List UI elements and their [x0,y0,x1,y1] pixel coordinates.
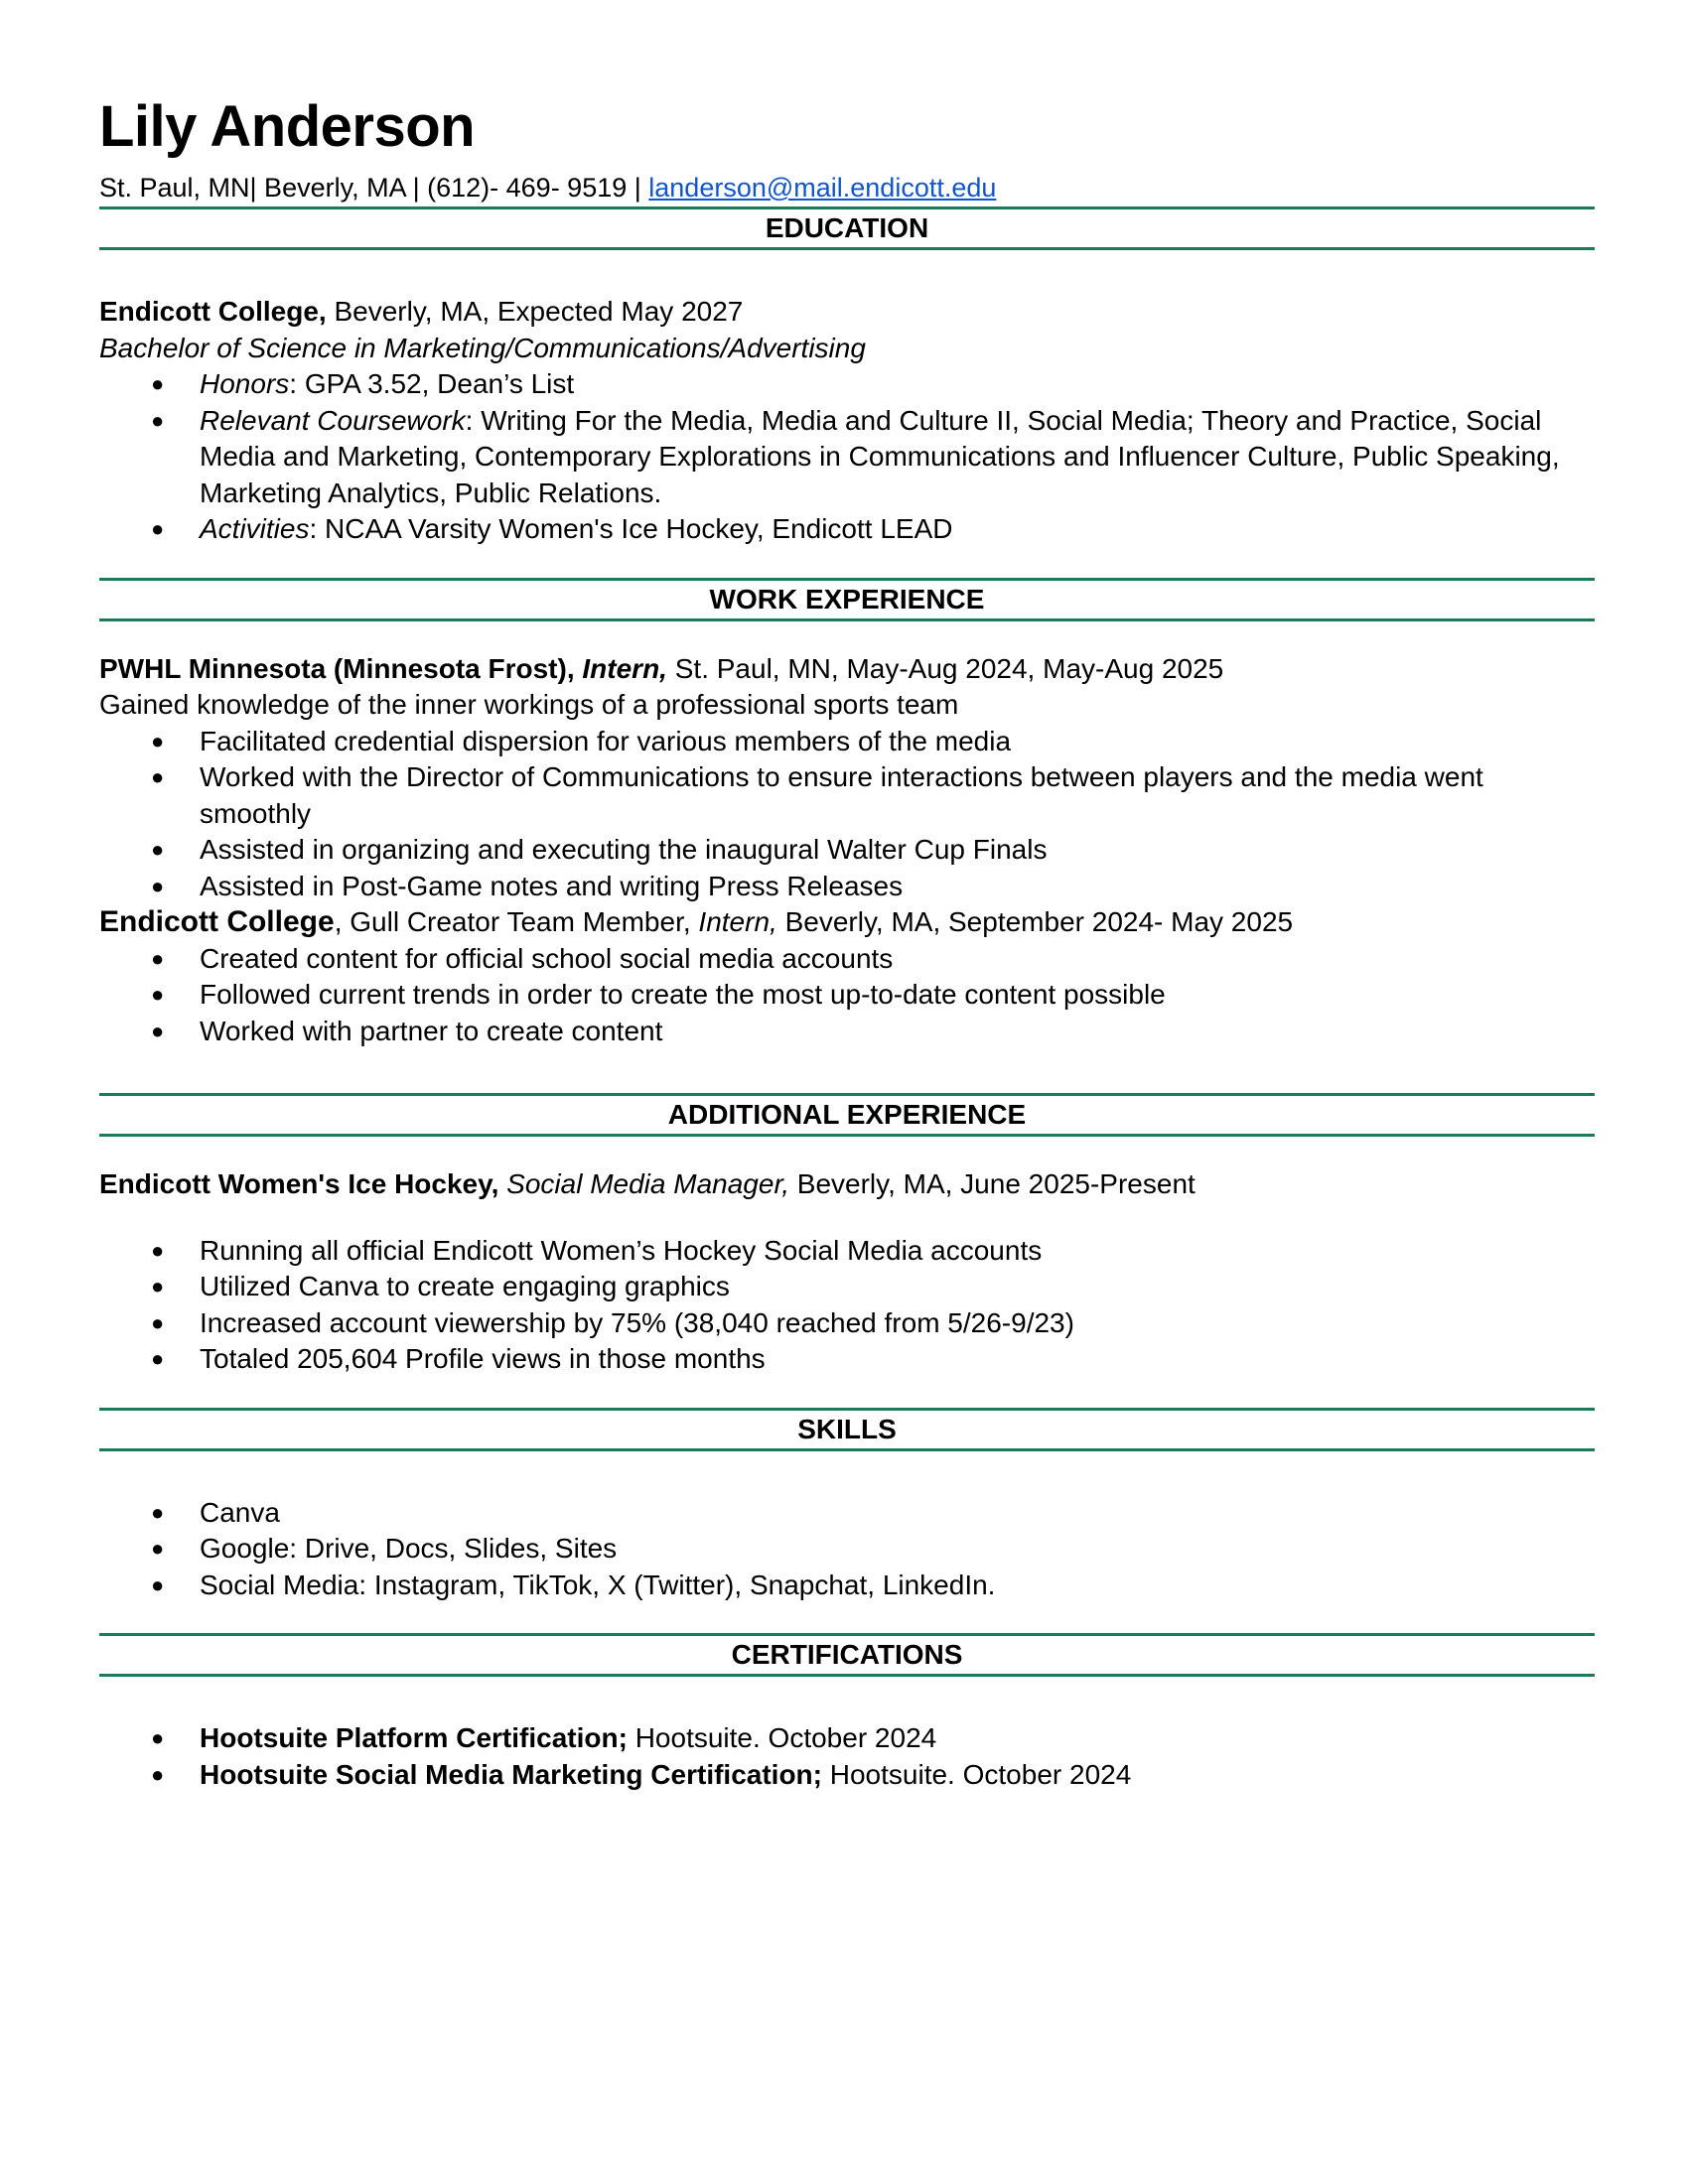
list-item [99,1720,1595,1757]
additional-title-line [99,1166,1595,1203]
list-item: ● Worked with the Director of Communications to ensure interactions between players and the media went smoothly [99,759,1595,832]
job-title-line [99,651,1595,688]
list-item [99,511,1595,548]
job-summary: Gained knowledge of the inner workings of a professional sports team [99,689,959,720]
certification-detail: Hootsuite. October 2024 [821,1758,1132,1790]
list-item: ● Utilized Canva to create engaging graphics [99,1269,1595,1305]
list-item: ● Running all official Endicott Women’s Hockey Social Media accounts [99,1233,1595,1270]
list-item: ● Totaled 205,604 Profile views in those months [99,1341,1595,1378]
list-item: ● Created content for official school social media accounts [99,941,1595,978]
list-item: ● Increased account viewership by 75% (38,040 reached from 5/26-9/23) [99,1305,1595,1342]
list-item: ● Followed current trends in order to create the most up-to-date content possible [99,977,1595,1014]
additional-detail: Beverly, MA, June 2025-Present [789,1168,1196,1199]
bullet-label: Honors [200,368,290,399]
school-name: Endicott College, [99,296,327,327]
list-item [99,403,1595,512]
bullet-text: : NCAA Varsity Women's Ice Hockey, Endicott LEAD [309,513,953,544]
list-item: ● Google: Drive, Docs, Slides, Sites [99,1531,1595,1568]
section-heading-education: EDUCATION [99,206,1595,250]
bullet-label: Activities [200,513,310,544]
section-heading-certifications: CERTIFICATIONS [99,1633,1595,1677]
job-pre-role: , Gull Creator Team Member, [334,906,699,937]
list-item: ● Worked with partner to create content [99,1014,1595,1050]
resume-name: Lily Anderson [99,94,476,159]
job1-bullets [99,724,1595,905]
job-detail: St. Paul, MN, May-Aug 2024, May-Aug 2025 [666,652,1224,684]
certification-detail: Hootsuite. October 2024 [627,1722,937,1753]
certification-title: Hootsuite Social Media Marketing Certification; [200,1758,822,1790]
contact-line [99,169,1595,206]
list-item [99,1757,1595,1794]
list-item: ● Assisted in organizing and executing the inaugural Walter Cup Finals [99,832,1595,869]
job-role: Intern, [574,652,667,684]
job2-bullets [99,941,1595,1050]
education-school-line [99,294,1595,331]
section-heading-work: WORK EXPERIENCE [99,578,1595,621]
job-detail: Beverly, MA, September 2024- May 2025 [776,906,1294,937]
school-detail: Beverly, MA, Expected May 2027 [326,296,744,327]
bullet-label: Relevant Coursework [200,404,466,436]
section-heading-skills: SKILLS [99,1408,1595,1451]
certification-bullets [99,1720,1595,1793]
bullet-text: : GPA 3.52, Dean’s List [289,368,575,399]
bullet-text: : Writing For the Media, Media and Culture II, Social Media; Theory and Practice, Social Media and Marketing, Contemporary Explorations in Communications and Influencer Culture, Public Speaking, Marketing Analytics, Public Relations. [200,404,1560,508]
job-title-line [99,904,1595,941]
job-org: Endicott College [99,905,335,938]
additional-org: Endicott Women's Ice Hockey, [99,1168,499,1199]
certification-title: Hootsuite Platform Certification; [200,1722,628,1753]
section-heading-additional: ADDITIONAL EXPERIENCE [99,1093,1595,1137]
additional-bullets [99,1233,1595,1378]
email-link[interactable]: landerson@mail.endicott.edu [648,173,997,203]
list-item [99,366,1595,403]
list-item: ● Assisted in Post-Game notes and writing Press Releases [99,869,1595,905]
job-org: PWHL Minnesota (Minnesota Frost), [99,652,575,684]
degree: Bachelor of Science in Marketing/Communications/Advertising [99,332,866,363]
resume-page [99,89,1595,1793]
list-item: ● Social Media: Instagram, TikTok, X (Twitter), Snapchat, LinkedIn. [99,1568,1595,1604]
job-role: Intern, [698,906,777,937]
list-item: ● Canva [99,1495,1595,1532]
contact-text: St. Paul, MN| Beverly, MA | (612)- 469- 9519 | [99,173,649,203]
list-item: ● Facilitated credential dispersion for various members of the media [99,724,1595,760]
additional-role: Social Media Manager, [498,1168,789,1199]
skills-bullets [99,1495,1595,1604]
education-bullets [99,366,1595,548]
